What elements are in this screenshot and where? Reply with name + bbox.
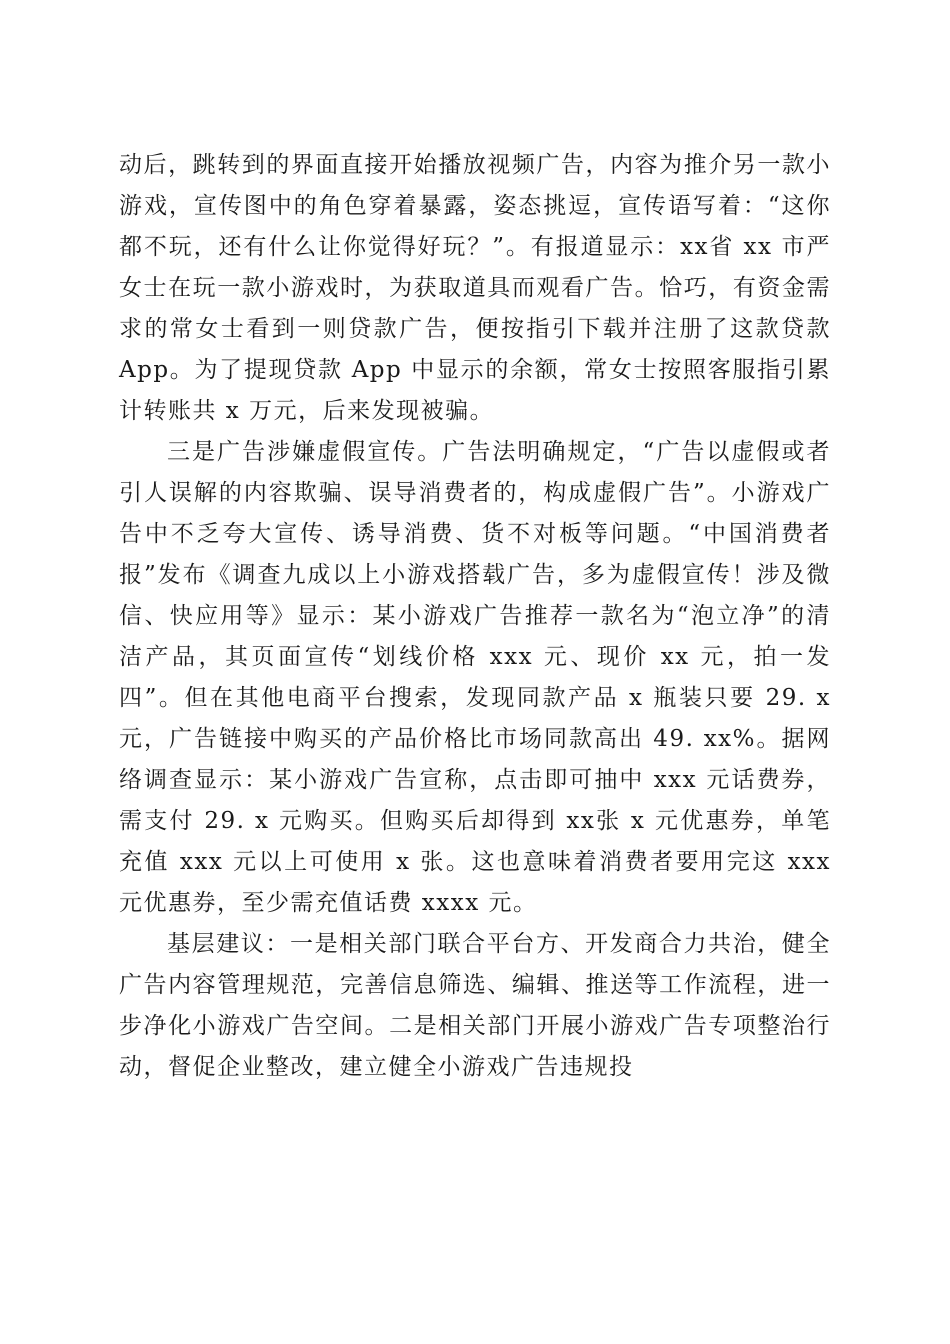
text-line: 动后，跳转到的界面直接开始播放视频广告，内容为推介另一: [119, 152, 782, 178]
text-line: 款小游戏，宣传图中的角色穿着暴露，姿态挑逗，宣传语写着：: [119, 152, 832, 219]
text-line: 抽中 xxx 元话费券，需支付 29. x 元购买。但购买后却得到 xx: [119, 767, 831, 834]
paragraph-2: [119, 432, 831, 924]
paragraph-1: [119, 145, 831, 432]
text-line: 注册了这款贷款 App。为了提现贷款 App 中显示的余额，常女士: [119, 316, 832, 383]
text-line: 张 x 元优惠券，单笔充值 xxx 元以上可使用 x 张。这也意味着: [119, 808, 831, 875]
text-line: 现价 xx 元，拍一发四”。但在其他电商平台搜索，发现同款产: [119, 644, 831, 711]
text-line: 省 xx 市严女士在玩一款小游戏时，为获取道具而观看广告。恰: [119, 234, 831, 301]
text-line: 虚假宣传！涉及微信、快应用等》显示：某小游戏广告推荐一: [119, 562, 831, 629]
text-line: 款名为“泡立净”的清洁产品，其页面宣传“划线价格 xxx 元、: [119, 603, 831, 670]
text-line: 按照客服指引累计转账共 x 万元，后来发现被骗。: [119, 357, 832, 424]
document-body: [119, 145, 831, 1088]
text-line: 健全广告内容管理规范，完善信息筛选、编辑、推送等工作流: [119, 931, 832, 998]
paragraph-3: [119, 924, 831, 1088]
text-line: “这你都不玩，还有什么让你觉得好玩？”。有报道显示：xx: [119, 193, 831, 260]
text-line: 程，进一步净化小游戏广告空间。二是相关部门开展小游戏广: [119, 972, 832, 1039]
text-line: 三是广告涉嫌虚假宣传。广告法明确规定，“广告以虚假: [167, 439, 782, 465]
text-line: “中国消费者报”发布《调查九成以上小游戏搭载广告，多为: [119, 521, 831, 588]
text-line: 告专项整治行动，督促企业整改，建立健全小游戏广告违规投: [119, 1013, 832, 1080]
text-line: 基层建议：一是相关部门联合平台方、开发商合力共治，: [167, 931, 782, 957]
text-line: 消费者要用完这 xxx 元优惠券，至少需充值话费 xxxx 元。: [119, 849, 831, 916]
text-line: 高出 49. xx%。据网络调查显示：某小游戏广告宣称，点击即可: [119, 726, 831, 793]
text-line: 巧，有资金需求的常女士看到一则贷款广告，便按指引下载并: [119, 275, 832, 342]
text-line: 或者引人误解的内容欺骗、误导消费者的，构成虚假广告”。: [119, 439, 831, 506]
text-line: 小游戏广告中不乏夸大宣传、诱导消费、货不对板等问题。: [119, 480, 832, 547]
text-line: 品 x 瓶装只要 29. x 元，广告链接中购买的产品价格比市场同款: [119, 685, 832, 752]
